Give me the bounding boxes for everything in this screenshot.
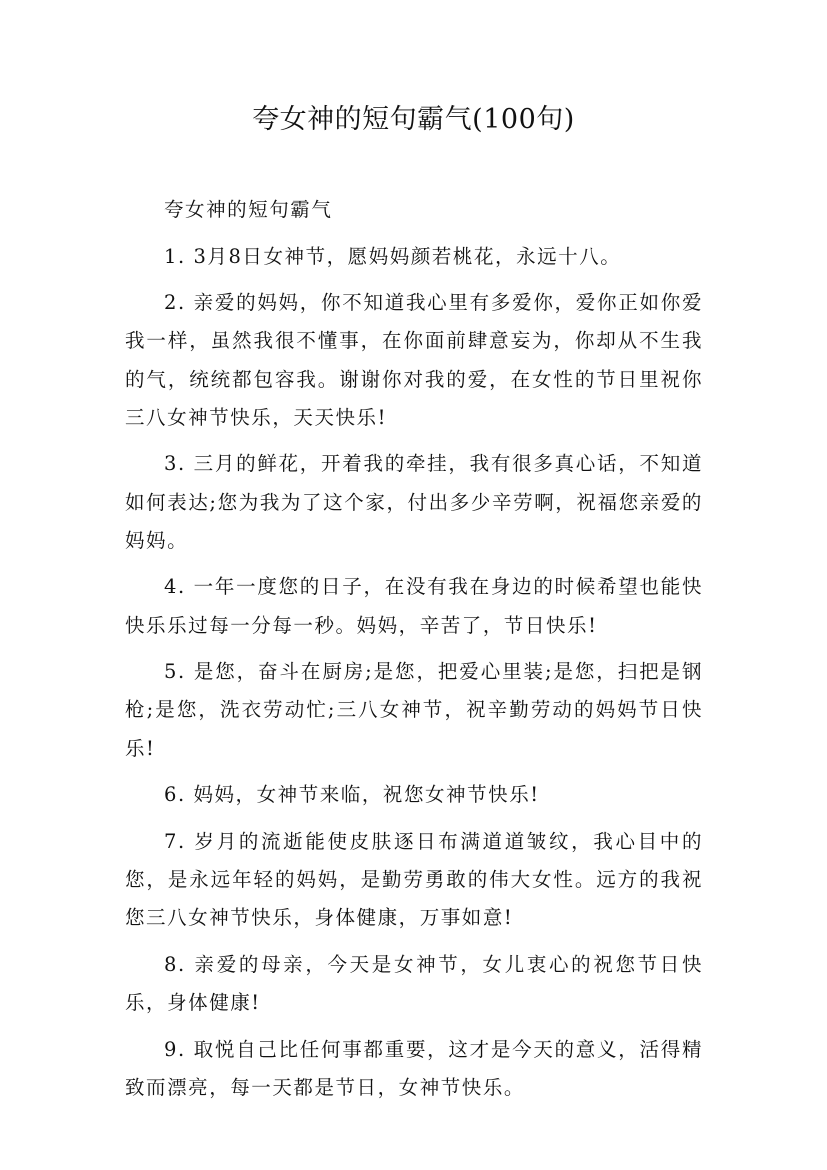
- wish-paragraph-4: 4. 一年一度您的日子，在没有我在身边的时候希望也能快快乐乐过每一分每一秒。妈妈，辛苦了，节日快乐!: [125, 575, 703, 637]
- wish-paragraph-6: 6. 妈妈，女神节来临，祝您女神节快乐!: [164, 783, 540, 807]
- section-heading: 夸女神的短句霸气: [164, 198, 333, 221]
- wish-paragraph-9: 9. 取悦自己比任何事都重要，这才是今天的意义，活得精致而漂亮，每一天都是节日，女神节快乐。: [125, 1037, 703, 1099]
- document-title: 夸女神的短句霸气(100句): [252, 104, 575, 135]
- wish-paragraph-2: 2. 亲爱的妈妈，你不知道我心里有多爱你，爱你正如你爱我一样，虽然我很不懂事，在你面前肆意妄为，你却从不生我的气，统统都包容我。谢谢你对我的爱，在女性的节日里祝你三八女神节快乐，天天快乐!: [125, 291, 703, 429]
- wish-paragraph-7: 7. 岁月的流逝能使皮肤逐日布满道道皱纹，我心目中的您，是永远年轻的妈妈，是勤劳勇敢的伟大女性。远方的我祝您三八女神节快乐，身体健康，万事如意!: [125, 829, 703, 930]
- wish-paragraph-3: 3. 三月的鲜花，开着我的牵挂，我有很多真心话，不知道如何表达;您为我为了这个家，付出多少辛劳啊，祝福您亲爱的妈妈。: [125, 452, 703, 552]
- wish-paragraph-5: 5. 是您，奋斗在厨房;是您，把爱心里装;是您，扫把是钢枪;是您，洗衣劳动忙;三八女神节，祝辛勤劳动的妈妈节日快乐!: [125, 660, 703, 760]
- wish-paragraph-1: 1. 3月8日女神节，愿妈妈颜若桃花，永远十八。: [164, 244, 622, 268]
- wish-paragraph-8: 8. 亲爱的母亲，今天是女神节，女儿衷心的祝您节日快乐，身体健康!: [125, 952, 703, 1014]
- document-body: [125, 191, 703, 1115]
